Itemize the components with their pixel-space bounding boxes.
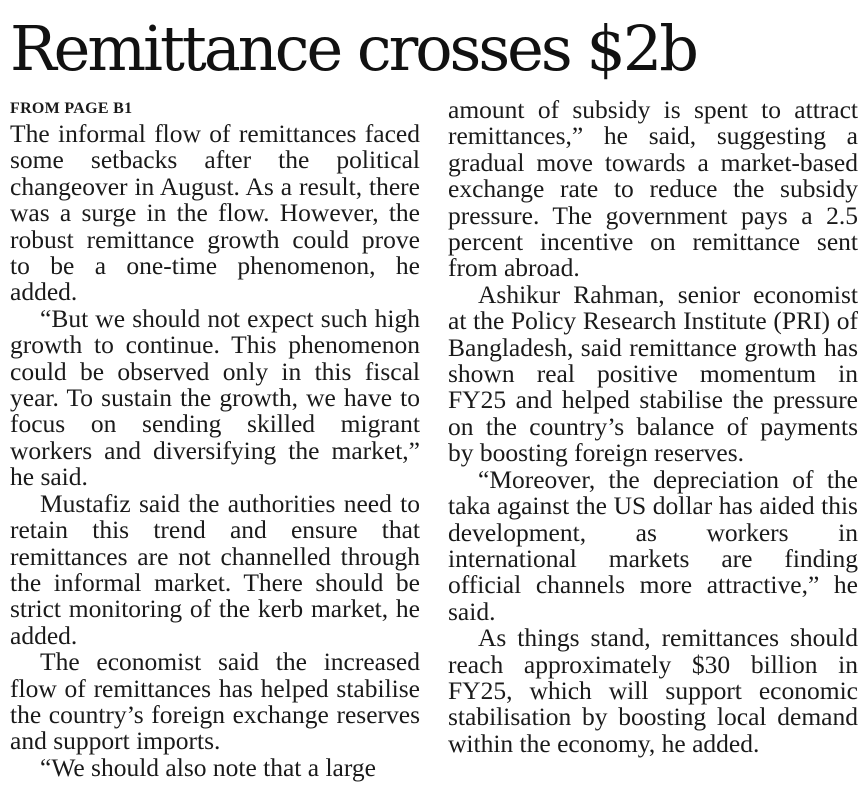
- paragraph: The informal flow of remittances faced some setbacks after the political changeover in August. As a result, there was a surge in the flow. However, the robust remittance growth could prove to be a one-time phenomenon, he added.: [10, 119, 420, 307]
- paragraph: “We should also note that a large: [40, 752, 376, 782]
- right-column: [448, 97, 858, 757]
- paragraph: As things stand, remittances should reach approximately $30 billion in FY25, which will support economic stabilisation by boosting local demand within the economy, he added.: [448, 623, 858, 758]
- paragraph: Ashikur Rahman, senior economist at the Policy Research Institute (PRI) of Bangladesh, said remittance growth has shown real positive momentum in FY25 and helped stabilise the pressure on the country’s balance of payments by boosting foreign reserves.: [448, 279, 858, 468]
- paragraph: Mustafiz said the authorities need to retain this trend and ensure that remittances are not channelled through the informal market. There should be strict monitoring of the kerb market, he added.: [10, 488, 420, 650]
- paragraph: amount of subsidy is spent to attract remittances,” he said, suggesting a gradual move towards a market-based exchange rate to reduce the subsidy pressure. The government pays a 2.5 percent incentive on remittance sent from abroad.: [448, 95, 858, 283]
- paragraph: “Moreover, the depreciation of the taka against the US dollar has aided this development, as workers in international markets are finding official channels more attractive,” he said.: [448, 464, 858, 626]
- paragraph: “But we should not expect such high growth to continue. This phenomenon could be observed only in this fiscal year. To sustain the growth, we have to focus on sending skilled migrant workers and diversifying the market,” he said.: [10, 303, 420, 492]
- kicker-from-page: FROM PAGE B1: [10, 100, 133, 117]
- paragraph: The economist said the increased flow of remittances has helped stabilise the country’s foreign exchange reserves and support imports.: [10, 647, 420, 756]
- left-column: [10, 97, 420, 781]
- headline: Remittance crosses $2b: [10, 12, 696, 85]
